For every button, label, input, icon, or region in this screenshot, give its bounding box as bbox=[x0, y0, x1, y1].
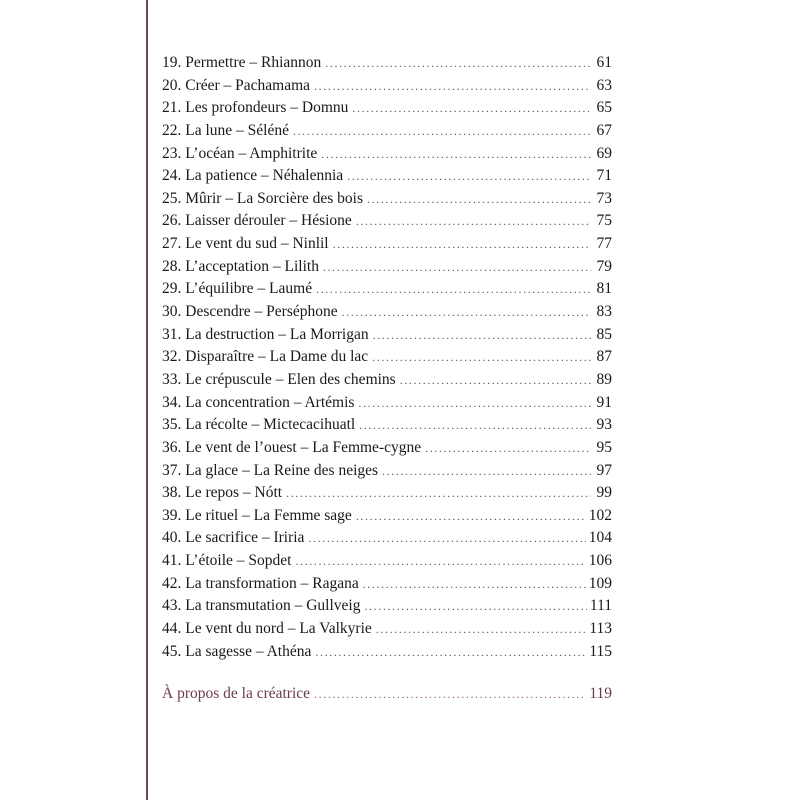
toc-entry[interactable] bbox=[162, 439, 612, 462]
toc-entry[interactable] bbox=[162, 394, 612, 417]
toc-entry-title: 28. L’acceptation – Lilith bbox=[162, 257, 319, 275]
toc-entry-title: 29. L’équilibre – Laumé bbox=[162, 280, 313, 298]
toc-entry[interactable] bbox=[162, 462, 612, 485]
toc-entry-title: 39. Le rituel – La Femme sage bbox=[162, 506, 352, 524]
toc-entry-page: 85 bbox=[596, 325, 612, 343]
toc-dot-leader bbox=[359, 418, 591, 433]
toc-entry-title: 42. La transformation – Ragana bbox=[162, 574, 359, 592]
toc-entry-page: 95 bbox=[596, 438, 612, 456]
toc-entry-page: 91 bbox=[596, 393, 612, 411]
toc-entry-page: 83 bbox=[596, 303, 612, 321]
toc-entry-page: 71 bbox=[596, 167, 612, 185]
toc-entry-title: 38. Le repos – Nótt bbox=[162, 484, 283, 502]
toc-dot-leader bbox=[314, 79, 591, 94]
toc-entry[interactable] bbox=[162, 597, 612, 620]
toc-entry[interactable] bbox=[162, 575, 612, 598]
toc-entry-title: 24. La patience – Néhalennia bbox=[162, 167, 344, 185]
toc-entry-title: 37. La glace – La Reine des neiges bbox=[162, 461, 379, 479]
toc-entry-about-author[interactable] bbox=[162, 685, 612, 708]
toc-entry-title: 41. L’étoile – Sopdet bbox=[162, 552, 292, 570]
toc-entry[interactable] bbox=[162, 258, 612, 281]
toc-dot-leader bbox=[356, 214, 591, 229]
toc-entry[interactable] bbox=[162, 507, 612, 530]
toc-entry-page: 111 bbox=[589, 597, 612, 615]
toc-dot-leader bbox=[286, 486, 591, 501]
toc-dot-leader bbox=[342, 305, 591, 320]
page-edge-line bbox=[146, 0, 148, 800]
toc-entry-page: 77 bbox=[596, 235, 612, 253]
toc-dot-leader bbox=[295, 554, 585, 569]
toc-dot-leader bbox=[372, 350, 591, 365]
toc-entry[interactable] bbox=[162, 348, 612, 371]
toc-dot-leader bbox=[352, 101, 591, 116]
toc-entry-title: À propos de la créatrice bbox=[162, 685, 311, 703]
toc-entry-page: 69 bbox=[596, 144, 612, 162]
toc-entry[interactable] bbox=[162, 212, 612, 235]
toc-entry[interactable] bbox=[162, 552, 612, 575]
toc-entry-page: 67 bbox=[596, 121, 612, 139]
toc-entry-page: 104 bbox=[588, 529, 612, 547]
toc-entry[interactable] bbox=[162, 620, 612, 643]
toc-entry[interactable] bbox=[162, 145, 612, 168]
table-of-contents bbox=[162, 54, 612, 708]
toc-dot-leader bbox=[316, 282, 591, 297]
toc-entry[interactable] bbox=[162, 371, 612, 394]
toc-dot-leader bbox=[376, 622, 587, 637]
toc-dot-leader bbox=[293, 124, 591, 139]
toc-entry-page: 65 bbox=[596, 99, 612, 117]
toc-entry-page: 87 bbox=[596, 348, 612, 366]
toc-dot-leader bbox=[314, 687, 586, 702]
toc-dot-leader bbox=[425, 441, 591, 456]
toc-dot-leader bbox=[364, 599, 586, 614]
toc-entry[interactable] bbox=[162, 326, 612, 349]
toc-entry-title: 33. Le crépuscule – Elen des chemins bbox=[162, 370, 396, 388]
toc-entry-page: 99 bbox=[596, 484, 612, 502]
toc-entry-title: 44. Le vent du nord – La Valkyrie bbox=[162, 620, 372, 638]
toc-entry[interactable] bbox=[162, 99, 612, 122]
toc-entry-page: 106 bbox=[588, 552, 612, 570]
toc-entry-title: 21. Les profondeurs – Domnu bbox=[162, 99, 349, 117]
toc-entry-title: 27. Le vent du sud – Ninlil bbox=[162, 235, 329, 253]
toc-entry[interactable] bbox=[162, 484, 612, 507]
toc-dot-leader bbox=[356, 509, 586, 524]
toc-entry[interactable] bbox=[162, 529, 612, 552]
toc-dot-leader bbox=[315, 645, 586, 660]
toc-entry[interactable] bbox=[162, 167, 612, 190]
toc-entry-page: 63 bbox=[596, 76, 612, 94]
toc-entry[interactable] bbox=[162, 122, 612, 145]
toc-entry-page: 102 bbox=[588, 506, 612, 524]
toc-entry-title: 31. La destruction – La Morrigan bbox=[162, 325, 369, 343]
toc-entry-title: 19. Permettre – Rhiannon bbox=[162, 54, 322, 71]
toc-dot-leader bbox=[347, 169, 591, 184]
toc-entry-title: 43. La transmutation – Gullveig bbox=[162, 597, 361, 615]
toc-dot-leader bbox=[373, 328, 591, 343]
toc-dot-leader bbox=[400, 373, 591, 388]
toc-entry-page: 79 bbox=[596, 257, 612, 275]
toc-dot-leader bbox=[323, 260, 591, 275]
toc-entry[interactable] bbox=[162, 416, 612, 439]
toc-entry-page: 97 bbox=[596, 461, 612, 479]
toc-entry-page: 75 bbox=[596, 212, 612, 230]
toc-entry[interactable] bbox=[162, 280, 612, 303]
toc-entry-page: 73 bbox=[596, 189, 612, 207]
toc-entry-page: 113 bbox=[589, 620, 612, 638]
toc-entry-title: 23. L’océan – Amphitrite bbox=[162, 144, 318, 162]
toc-entry-title: 26. Laisser dérouler – Hésione bbox=[162, 212, 352, 230]
toc-dot-leader bbox=[363, 577, 586, 592]
toc-entry-page: 81 bbox=[596, 280, 612, 298]
toc-entry-title: 25. Mûrir – La Sorcière des bois bbox=[162, 189, 364, 207]
toc-entry-title: 35. La récolte – Mictecacihuatl bbox=[162, 416, 356, 434]
toc-dot-leader bbox=[367, 192, 591, 207]
toc-entry-page: 89 bbox=[596, 370, 612, 388]
toc-dot-leader bbox=[321, 147, 591, 162]
toc-entry-title: 30. Descendre – Perséphone bbox=[162, 303, 338, 321]
toc-entry[interactable] bbox=[162, 77, 612, 100]
toc-entry-title: 32. Disparaître – La Dame du lac bbox=[162, 348, 369, 366]
toc-entry[interactable] bbox=[162, 54, 612, 77]
toc-dot-leader bbox=[333, 237, 591, 252]
toc-entry-page: 115 bbox=[589, 642, 612, 660]
toc-entry-title: 40. Le sacrifice – Iriria bbox=[162, 529, 305, 547]
toc-entry-title: 45. La sagesse – Athéna bbox=[162, 642, 312, 660]
toc-entry-title: 20. Créer – Pachamama bbox=[162, 76, 311, 94]
toc-entry[interactable] bbox=[162, 190, 612, 213]
toc-dot-leader bbox=[358, 396, 591, 411]
toc-entry-title: 36. Le vent de l’ouest – La Femme-cygne bbox=[162, 438, 422, 456]
toc-dot-leader bbox=[325, 56, 591, 71]
toc-entry[interactable] bbox=[162, 235, 612, 258]
toc-entry[interactable] bbox=[162, 643, 612, 666]
toc-entry-page: 119 bbox=[589, 685, 612, 703]
toc-entry-title: 22. La lune – Séléné bbox=[162, 121, 289, 139]
toc-entry[interactable] bbox=[162, 303, 612, 326]
toc-entry-title: 34. La concentration – Artémis bbox=[162, 393, 355, 411]
toc-entry-page: 93 bbox=[596, 416, 612, 434]
toc-entry-page: 61 bbox=[596, 54, 612, 71]
toc-entry-page: 109 bbox=[588, 574, 612, 592]
toc-dot-leader bbox=[382, 464, 591, 479]
toc-dot-leader bbox=[308, 531, 585, 546]
